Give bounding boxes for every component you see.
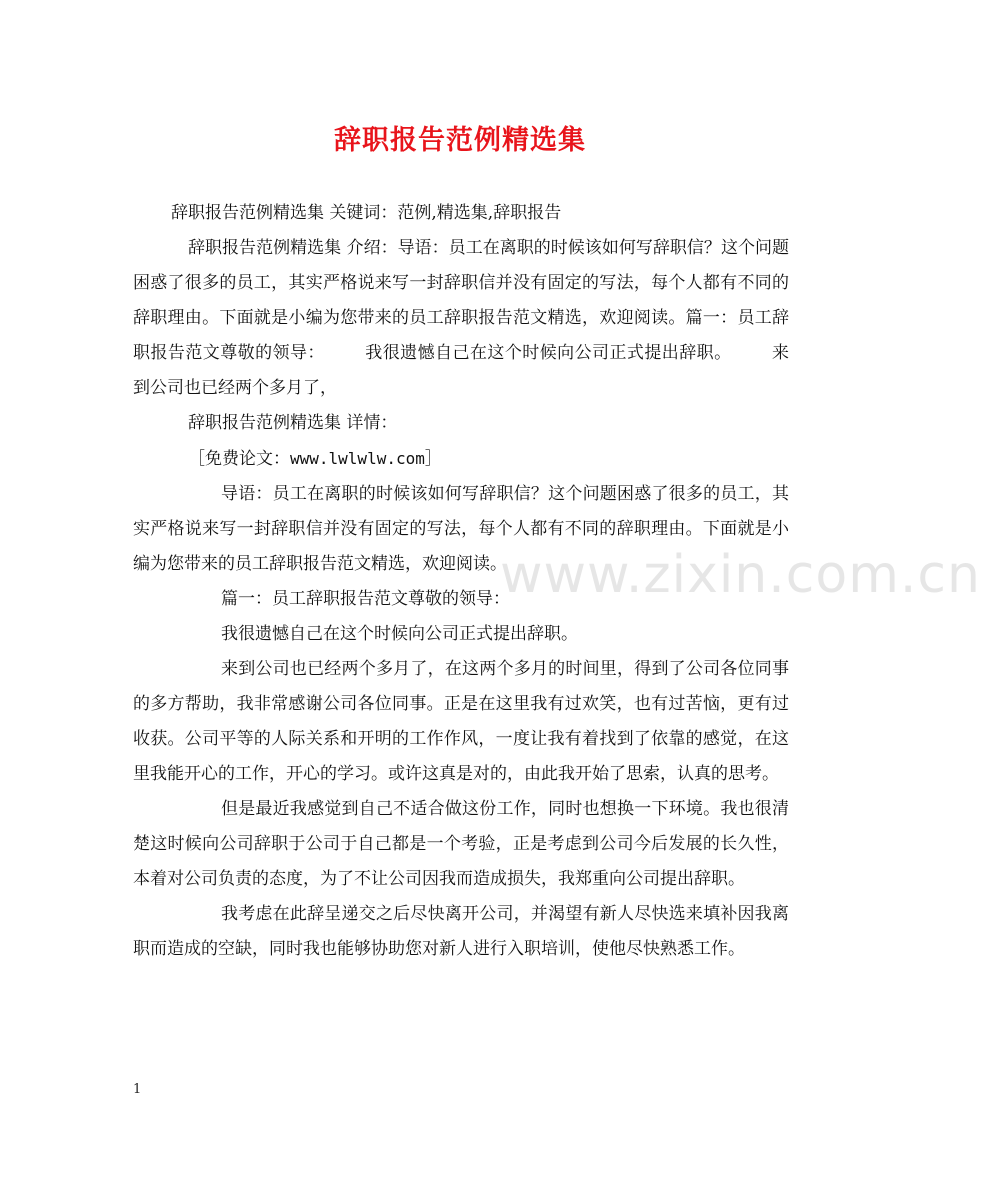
watermark: www.zixin.com.cn — [500, 545, 981, 605]
source-link[interactable]: www.lwlwlw.com — [290, 449, 425, 468]
intro-text-3: 来到公司也已经两个多月了， — [133, 343, 790, 398]
document-title: 辞职报告范例精选集 — [334, 125, 586, 156]
document-body — [133, 196, 789, 967]
body-paragraph-handover: 我考虑在此辞呈递交之后尽快离开公司，并渴望有新人尽快选来填补因我离职而造成的空缺，同时我也能够协助您对新人进行入职培训，使他尽快熟悉工作。 — [133, 904, 789, 959]
source-prefix: ［免费论文： — [188, 449, 290, 469]
detail-label: 辞职报告范例精选集 详情： — [188, 413, 398, 433]
source-suffix: ］ — [424, 449, 442, 469]
body-paragraph-experience: 来到公司也已经两个多月了，在这两个多月的时间里，得到了公司各位同事的多方帮助，我非常感谢公司各位同事。正是在这里我有过欢笑，也有过苦恼，更有过收获。公司平等的人际关系和开明的工作作风，一度让我有着找到了依靠的感觉，在这里我能开心的工作，开心的学习。或许这真是对的，由此我开始了思索，认真的思考。 — [133, 659, 789, 784]
source-line — [133, 441, 789, 477]
body-paragraph-salutation: 篇一：员工辞职报告范文尊敬的领导： — [221, 589, 510, 609]
keywords-line: 辞职报告范例精选集 关键词：范例,精选集,辞职报告 — [171, 203, 562, 223]
body-paragraph-guide: 导语：员工在离职的时候该如何写辞职信？这个问题困惑了很多的员工，其实严格说来写一封辞职信并没有固定的写法，每个人都有不同的辞职理由。下面就是小编为您带来的员工辞职报告范文精选，欢迎阅读。 — [133, 484, 789, 574]
intro-text: 辞职报告范例精选集 介绍：导语：员工在离职的时候该如何写辞职信？这个问题困惑了很多的员工，其实严格说来写一封辞职信并没有固定的写法，每个人都有不同的辞职理由。下面就是小编为您带来的员工辞职报告范文精选，欢迎阅读。篇一：员工辞职报告范文尊敬的领导： — [133, 238, 789, 363]
intro-paragraph — [133, 231, 789, 406]
body-paragraph-reason: 但是最近我感觉到自己不适合做这份工作，同时也想换一下环境。我也很清楚这时候向公司辞职于公司于自己都是一个考验，正是考虑到公司今后发展的长久性，本着对公司负责的态度，为了不让公司因我而造成损失，我郑重向公司提出辞职。 — [133, 799, 789, 889]
intro-text-2: 我很遗憾自己在这个时候向公司正式提出辞职。 — [364, 343, 732, 363]
body-paragraph-statement: 我很遗憾自己在这个时候向公司正式提出辞职。 — [221, 624, 578, 644]
page-number: 1 — [133, 1082, 142, 1097]
